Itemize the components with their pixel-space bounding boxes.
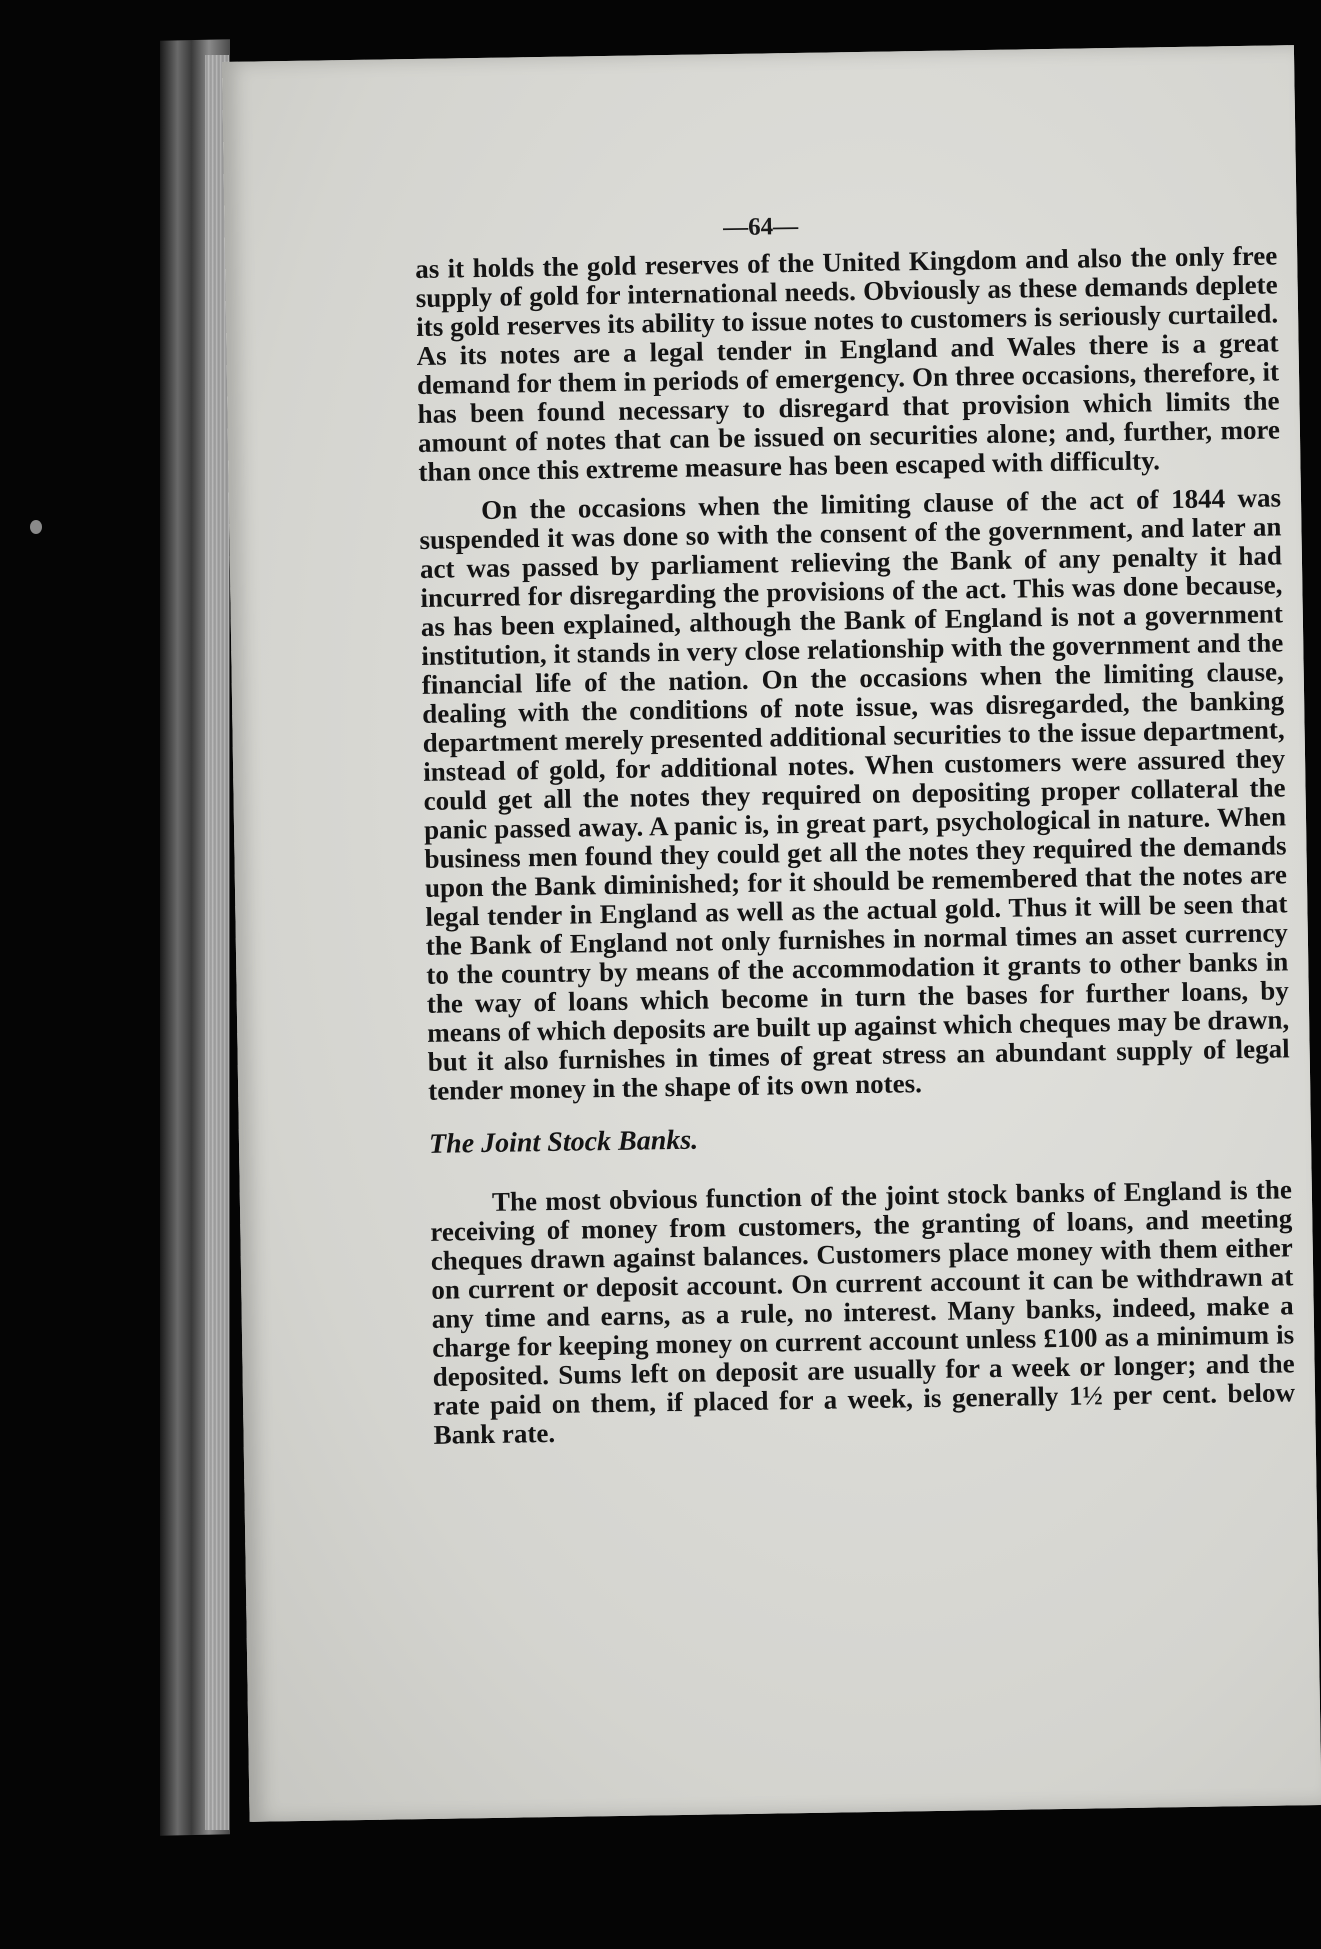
paragraph-3: The most obvious function of the joint stock banks of England is the receiving of money from customers, the granting of loans, and meeting cheques drawn against balances. Customers place money with them either on current or deposit account. On current account it can be withdrawn at any time and earns, as a rule, no interest. Many banks, indeed, make a charge for keeping money on current account unless £100 as a minimum is deposited. Sums left on deposit are usually for a week or longer; and the rate paid on them, if placed for a week, is generally 1½ per cent. below Bank rate. [430, 1174, 1296, 1450]
section-heading: The Joint Stock Banks. [428, 1124, 699, 1160]
book-page [222, 45, 1321, 1822]
scan-speck [30, 520, 42, 534]
paragraph-2: On the occasions when the limiting clause of the act of 1844 was suspended it was done so with the consent of the government, and later an act was passed by parliament relieving the Bank of any penalty it had incurred for disregarding the provisions of the act. This was done because, as has been explained, although the Bank of England is not a government institution, it stands in very close relationship with the government and the financial life of the nation. On the occasions when the limiting clause, dealing with the conditions of note issue, was disregarded, the banking department merely presented additional securities to the issue department, instead of gold, for additional notes. When customers were assured they could get all the notes they required on depositing proper collateral the panic passed away. A panic is, in great part, psychological in nature. When business men found they could get all the notes they required the demands upon the Bank diminished; for it should be remembered that the notes are legal tender in England as well as the actual gold. Thus it will be seen that the Bank of England not only furnishes in normal times an asset currency to the country by means of the accommodation it grants to other banks in the way of loans which become in turn the bases for further loans, by means of which deposits are built up against which cheques may be drawn, but it also furnishes in times of great stress an abundant supply of legal tender money in the shape of its own notes. [419, 482, 1290, 1106]
page-text [415, 241, 1296, 1459]
paragraph-1: as it holds the gold reserves of the United Kingdom and also the only free supply of gold for international needs. Obviously as these demands deplete its gold reserves its ability to issue notes to customers is seriously curtailed. As its notes are a legal tender in England and Wales there is a great demand for them in periods of emergency. On three occasions, therefore, it has been found necessary to disregard that provision which limits the amount of notes that can be issued on securities alone; and, further, more than once this extreme measure has been escaped with difficulty. [415, 240, 1281, 487]
page-number: —64— [722, 212, 799, 242]
